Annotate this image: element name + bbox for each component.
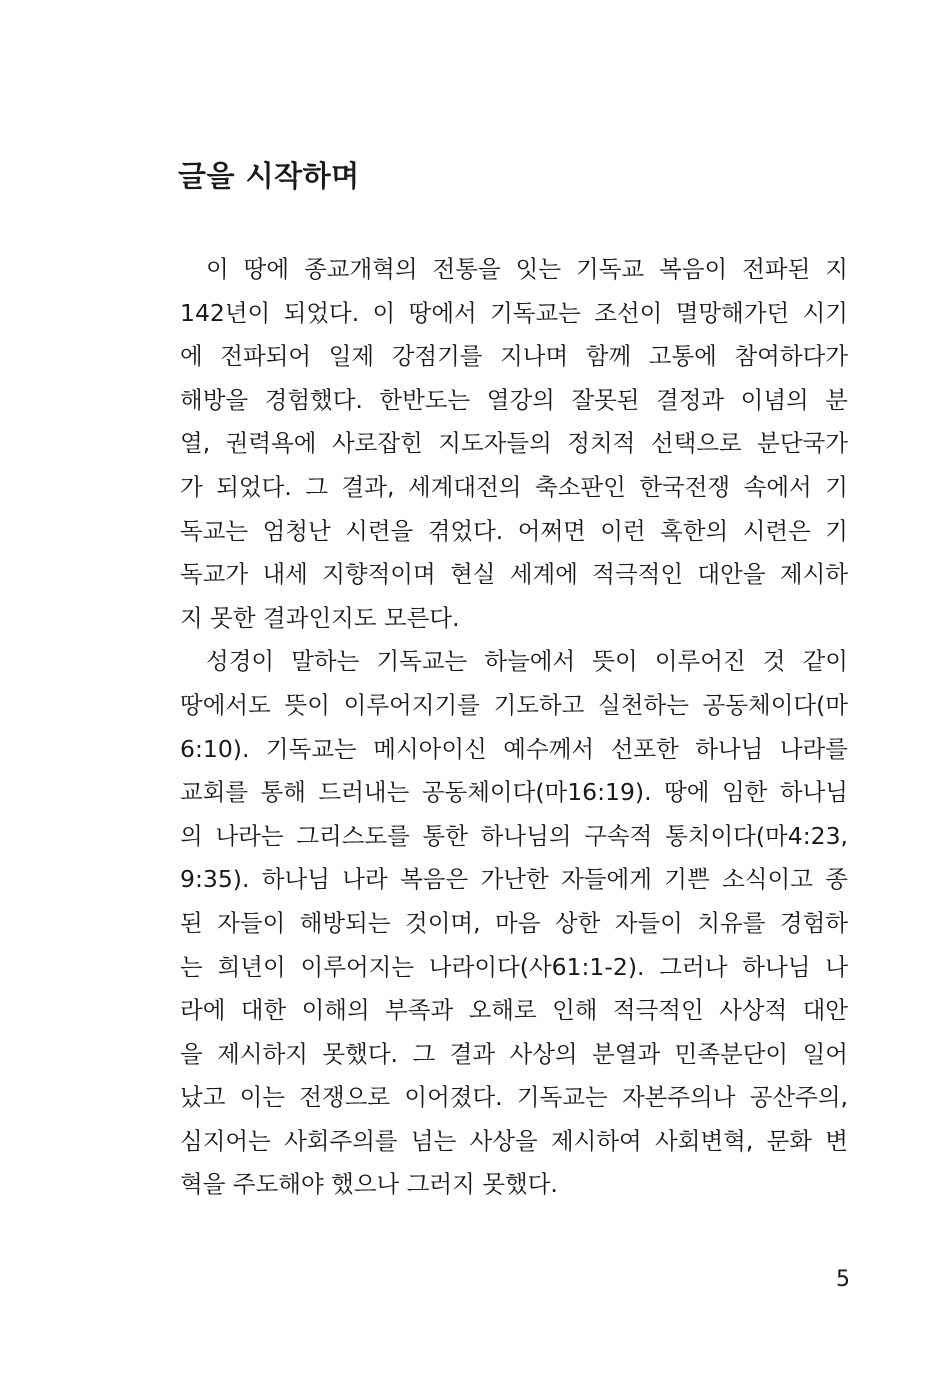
text-line: 났고 이는 전쟁으로 이어졌다. 기독교는 자본주의나 공산주의, bbox=[180, 1083, 848, 1112]
text-line: 심지어는 사회주의를 넘는 사상을 제시하여 사회변혁, 문화 변 bbox=[180, 1126, 848, 1155]
text-line: 의 나라는 그리스도를 통한 하나님의 구속적 통치이다(마4:23, bbox=[180, 821, 848, 850]
body-text bbox=[180, 248, 848, 1207]
page-number: 5 bbox=[836, 1267, 850, 1292]
text-line: 열, 권력욕에 사로잡힌 지도자들의 정치적 선택으로 분단국가 bbox=[180, 429, 848, 458]
text-line: 된 자들이 해방되는 것이며, 마음 상한 자들이 치유를 경험하 bbox=[180, 908, 848, 937]
text-line: 해방을 경험했다. 한반도는 열강의 잘못된 결정과 이념의 분 bbox=[180, 385, 848, 414]
text-line: 교회를 통해 드러내는 공동체이다(마16:19). 땅에 임한 하나님 bbox=[180, 778, 848, 807]
text-line: 6:10). 기독교는 메시아이신 예수께서 선포한 하나님 나라를 bbox=[180, 734, 848, 763]
text-line: 에 전파되어 일제 강점기를 지나며 함께 고통에 참여하다가 bbox=[180, 342, 848, 371]
text-line: 는 희년이 이루어지는 나라이다(사61:1-2). 그러나 하나님 나 bbox=[180, 952, 848, 981]
text-line: 땅에서도 뜻이 이루어지기를 기도하고 실천하는 공동체이다(마 bbox=[180, 690, 848, 719]
text-line: 독교는 엄청난 시련을 겪었다. 어쩌면 이런 혹한의 시련은 기 bbox=[180, 516, 848, 545]
text-line: 라에 대한 이해의 부족과 오해로 인해 적극적인 사상적 대안 bbox=[180, 996, 848, 1025]
paragraph-2 bbox=[180, 640, 848, 1207]
text-line: 을 제시하지 못했다. 그 결과 사상의 분열과 민족분단이 일어 bbox=[180, 1039, 848, 1068]
text-line: 혁을 주도해야 했으나 그러지 못했다. bbox=[180, 1170, 558, 1199]
text-line: 이 땅에 종교개혁의 전통을 잇는 기독교 복음이 전파된 지 bbox=[206, 255, 848, 283]
text-line: 142년이 되었다. 이 땅에서 기독교는 조선이 멸망해가던 시기 bbox=[180, 298, 848, 327]
text-line: 가 되었다. 그 결과, 세계대전의 축소판인 한국전쟁 속에서 기 bbox=[180, 472, 848, 501]
paragraph-1 bbox=[180, 248, 848, 640]
text-line: 독교가 내세 지향적이며 현실 세계에 적극적인 대안을 제시하 bbox=[180, 560, 848, 589]
chapter-heading: 글을 시작하며 bbox=[178, 159, 360, 193]
text-line: 지 못한 결과인지도 모른다. bbox=[180, 603, 460, 632]
text-line: 9:35). 하나님 나라 복음은 가난한 자들에게 기쁜 소식이고 종 bbox=[180, 865, 848, 894]
text-line: 성경이 말하는 기독교는 하늘에서 뜻이 이루어진 것 같이 bbox=[206, 647, 848, 676]
